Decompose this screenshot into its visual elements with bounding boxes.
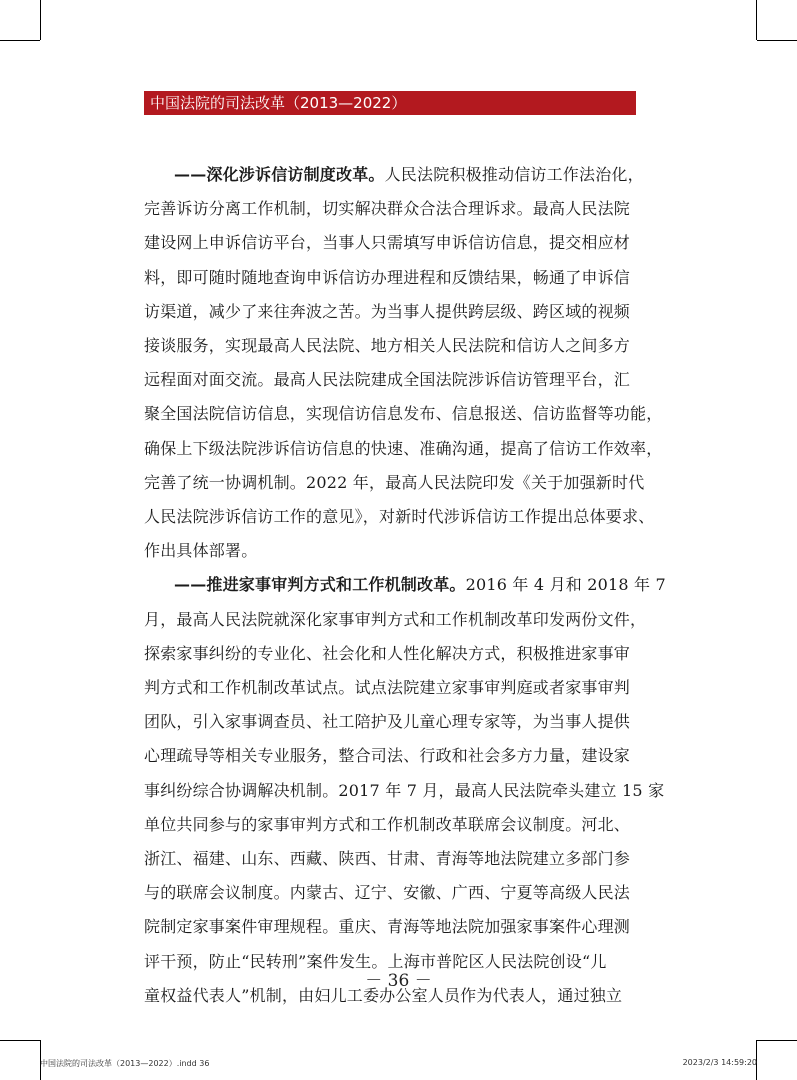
running-header: [144, 91, 636, 115]
paragraph-line: 完善诉访分离工作机制，切实解决群众合法合理诉求。最高人民法院: [144, 199, 631, 219]
paragraph-line: 建设网上申诉信访平台，当事人只需填写申诉信访信息，提交相应材: [144, 233, 631, 253]
print-slug-file: 中国法院的司法改革（2013—2022）.indd 36: [40, 1059, 210, 1068]
crop-mark: [0, 1040, 40, 1041]
crop-mark: [40, 0, 41, 40]
paragraph-line: 确保上下级法院涉诉信访信息的快速、准确沟通，提高了信访工作效率，: [144, 438, 663, 458]
crop-mark: [756, 0, 757, 40]
paragraph-line: 访渠道，减少了来往奔波之苦。为当事人提供跨层级、跨区域的视频: [144, 301, 631, 321]
section-heading: ——推进家事审判方式和工作机制改革。: [174, 575, 466, 595]
paragraph-line: 浙江、福建、山东、西藏、陕西、甘肃、青海等地法院建立多部门参: [144, 849, 631, 869]
paragraph-line: ——推进家事审判方式和工作机制改革。2016 年 4 月和 2018 年 7: [174, 575, 666, 595]
crop-mark: [757, 1040, 797, 1041]
paragraph-line: 聚全国法院信访信息，实现信访信息发布、信息报送、信访监督等功能，: [144, 404, 663, 424]
paragraph-line: 童权益代表人”机制，由妇儿工委办公室人员作为代表人，通过独立: [144, 985, 623, 1005]
paragraph-line: 探索家事纠纷的专业化、社会化和人性化解决方式，积极推进家事审: [144, 643, 631, 663]
crop-mark: [0, 40, 40, 41]
print-slug-timestamp: 2023/2/3 14:59:20: [682, 1058, 757, 1067]
paragraph-line: 判方式和工作机制改革试点。试点法院建立家事审判庭或者家事审判: [144, 678, 631, 698]
paragraph-petition-reform: [144, 158, 663, 568]
paragraph-line: 事纠纷综合协调解决机制。2017 年 7 月，最高人民法院牵头建立 15 家: [144, 780, 665, 800]
paragraph-line: 月，最高人民法院就深化家事审判方式和工作机制改革印发两份文件，: [144, 609, 647, 629]
paragraph-line: 远程面对面交流。最高人民法院建成全国法院涉诉信访管理平台，汇: [144, 370, 631, 390]
body-text: [144, 158, 666, 1013]
paragraph-line: 作出具体部署。: [144, 541, 258, 561]
paragraph-line: 团队，引入家事调查员、社工陪护及儿童心理专家等，为当事人提供: [144, 712, 631, 732]
crop-mark: [757, 40, 797, 41]
paragraph-line: 与的联席会议制度。内蒙古、辽宁、安徽、广西、宁夏等高级人民法: [144, 883, 631, 903]
paragraph-family-trial-reform: [144, 568, 666, 1013]
paragraph-line: 院制定家事案件审理规程。重庆、青海等地法院加强家事案件心理测: [144, 917, 631, 937]
page-number: － 36 －: [365, 971, 432, 991]
running-header-title: 中国法院的司法改革（2013—2022）: [150, 94, 407, 112]
paragraph-line: 接谈服务，实现最高人民法院、地方相关人民法院和信访人之间多方: [144, 336, 631, 356]
paragraph-line: 评干预，防止“民转刑”案件发生。上海市普陀区人民法院创设“儿: [144, 951, 607, 971]
paragraph-line: ——深化涉诉信访制度改革。人民法院积极推动信访工作法治化，: [174, 165, 644, 184]
section-heading: ——深化涉诉信访制度改革。: [174, 165, 385, 184]
paragraph-line: 人民法院涉诉信访工作的意见》，对新时代涉诉信访工作提出总体要求、: [144, 507, 655, 527]
paragraph-line: 单位共同参与的家事审判方式和工作机制改革联席会议制度。河北、: [144, 814, 631, 834]
paragraph-line: 心理疏导等相关专业服务，整合司法、行政和社会多方力量，建设家: [144, 746, 631, 766]
paragraph-line: 料，即可随时随地查询申诉信访办理进程和反馈结果，畅通了申诉信: [144, 267, 631, 287]
paragraph-line: 完善了统一协调机制。2022 年，最高人民法院印发《关于加强新时代: [144, 472, 645, 492]
